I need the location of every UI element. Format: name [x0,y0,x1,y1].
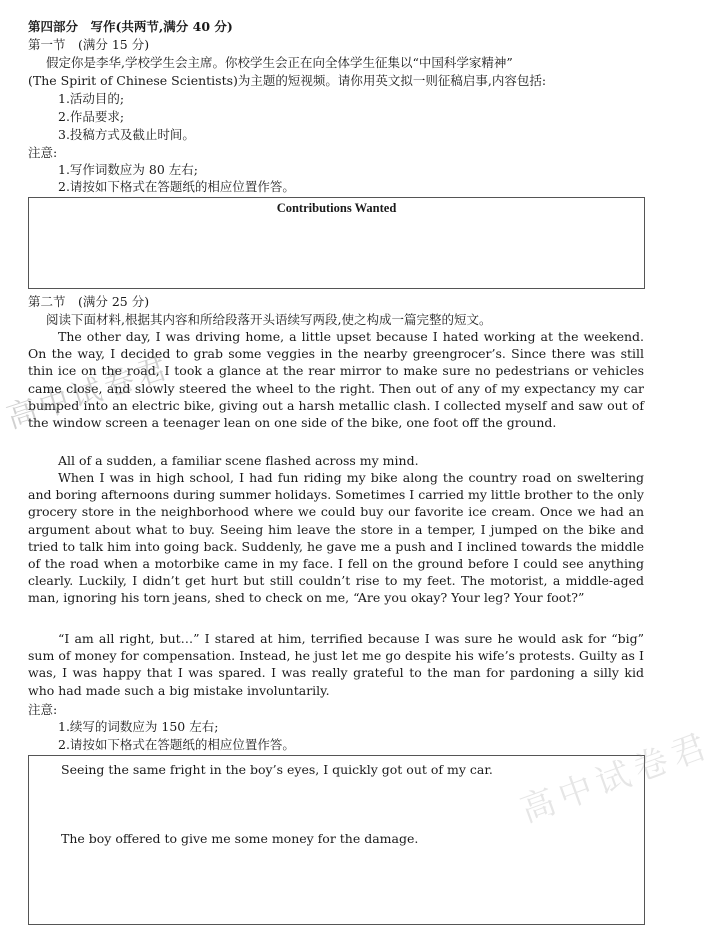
section2-note-1: 1.续写的词数应为 150 左右; [58,719,219,734]
section2-heading: 第二节 (满分 25 分) [28,294,150,309]
section1-item-3: 3.投稿方式及截止时间。 [58,127,195,142]
answer-box-title: Contributions Wanted [276,201,397,215]
section1-heading: 第一节 (满分 15 分) [28,37,150,52]
section2-instruction: 阅读下面材料,根据其内容和所给段落开头语续写两段,使之构成一篇完整的短文。 [46,312,492,327]
continuation-opening-1: Seeing the same fright in the boy’s eyes, I quickly got out of my car. [61,762,493,777]
answer-box-contributions [28,197,645,289]
story-paragraph-3: When I was in high school, I had fun riding my bike along the country road on sweltering and boring afternoons during summer holidays. Sometimes I carried my little brother to the only grocery store in the neighborhood where we could buy our favorite ice cream. Once we had an argument about what to buy. Seeing him leave the store in a temper, I jumped on the bike and tried to talk him into going back. Suddenly, he gave me a push and I inclined towards the middle of the road when a motorbike came in my face. I fell on the ground before I could see anything clearly. Luckily, I didn’t get hurt but still couldn’t rise to my feet. The motorist, a middle-aged man, ignoring his torn jeans, shed to check on me, “Are you okay? Your leg? Your foot?” [28,470,644,606]
continuation-opening-2: The boy offered to give me some money for the damage. [61,831,419,846]
watermark-right: 高中试卷君 [515,724,717,831]
section1-note-1: 1.写作词数应为 80 左右; [58,162,198,177]
part-title: 第四部分 写作(共两节,满分 40 分) [28,19,233,34]
section1-note-2: 2.请按如下格式在答题纸的相应位置作答。 [58,179,295,194]
section2-notes-label: 注意: [28,702,58,717]
section1-prompt-line2: (The Spirit of Chinese Scientists)为主题的短视频。请你用英文拟一则征稿启事,内容包括: [28,73,547,88]
story-paragraph-2: All of a sudden, a familiar scene flashed across my mind. [58,453,419,468]
section1-prompt-line1: 假定你是李华,学校学生会主席。你校学生会正在向全体学生征集以“中国科学家精神” [46,55,513,70]
story-paragraph-4: “I am all right, but…” I stared at him, terrified because I was sure he would ask for “big” sum of money for compensation. Instead, he just let me go despite his wife’s protests. Guilty as I was, I was happy that I was spared. I was really grateful to the man for pardoning a silly kid who had made such a big mistake involuntarily. [28,631,644,698]
section2-note-2: 2.请按如下格式在答题纸的相应位置作答。 [58,737,295,752]
section1-item-2: 2.作品要求; [58,109,125,124]
watermark-left: 高中试卷君 [2,350,175,436]
section1-notes-label: 注意: [28,145,58,160]
story-paragraph-1: The other day, I was driving home, a little upset because I hated working at the weekend. On the way, I decided to grab some veggies in the nearby greengrocer’s. Since there was still thin ice on the road, I took a glance at the rear mirror to make sure no pedestrians or vehicles came close, and slowly steered the wheel to the right. Then out of any of my expectancy my car bumped into an electric bike, giving out a harsh metallic clash. I collected myself and saw out of the window screen a teenager lean on one side of the bike, one foot off the ground. [28,329,644,431]
section1-item-1: 1.活动目的; [58,91,125,106]
